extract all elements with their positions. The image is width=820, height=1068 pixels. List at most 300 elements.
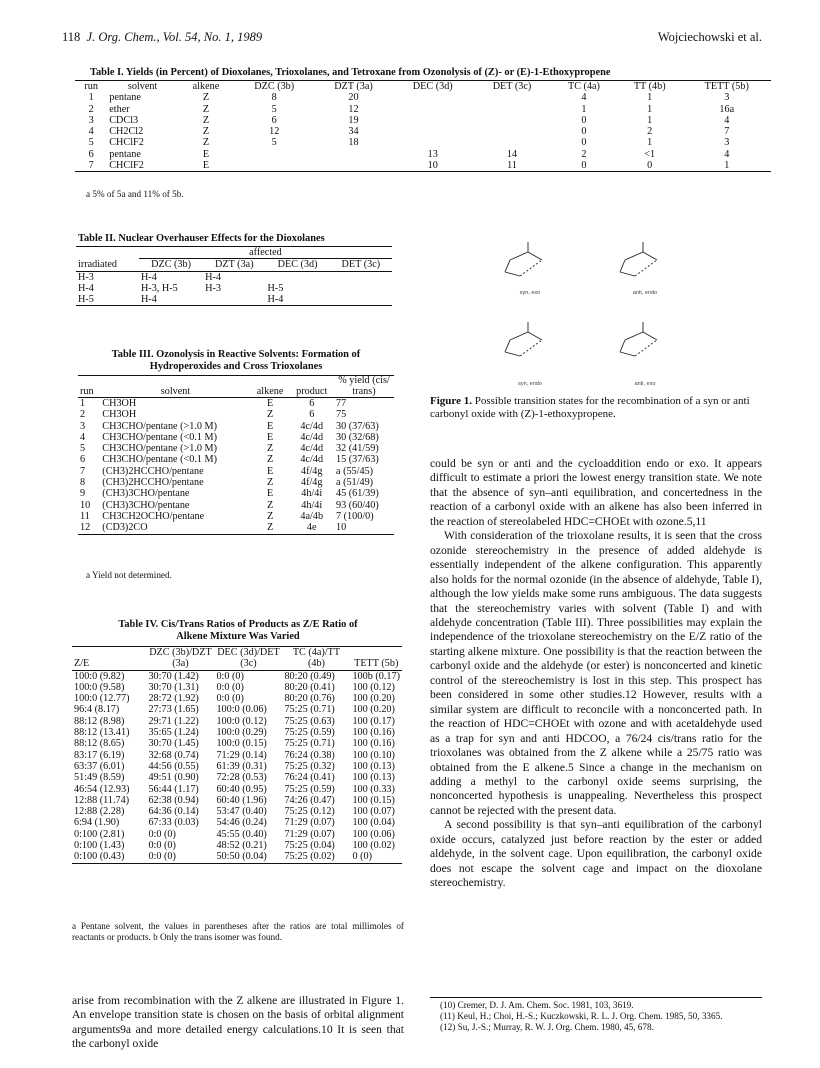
table1-header-row: [75, 81, 771, 93]
table3-cell: 4c/4d: [300, 443, 324, 455]
table3-cell: E: [266, 488, 274, 500]
table3-cell: Z: [266, 477, 274, 489]
table3-cell: 32 (41/59): [336, 443, 379, 455]
table1-col-6: DET (3c): [492, 81, 532, 92]
table1-cell: 11: [507, 160, 517, 172]
table3-cell: E: [266, 465, 274, 477]
table4-cell: 54:46 (0.24): [216, 817, 267, 829]
table3-cell: 2: [80, 409, 86, 421]
table2-col-3: DEC (3d): [277, 259, 318, 271]
table2-col-0: irradiated: [78, 258, 118, 270]
table3-row: [78, 511, 394, 522]
table3-row: [78, 477, 394, 488]
table1-cell: [234, 149, 314, 160]
table3-cell: CH3CHO/pentane (<0.1 M): [102, 454, 217, 466]
table4-cell: 71:29 (0.07): [284, 828, 335, 840]
table1-cell: 7: [88, 160, 94, 172]
table4-cell: 0 (0): [352, 851, 372, 863]
table1-cell: 4: [724, 114, 730, 126]
table1-row: [75, 137, 771, 148]
table2-header-row: [76, 259, 392, 271]
table4-cell: 100:0 (12.77): [74, 693, 130, 705]
table1-cell: 6: [88, 148, 94, 160]
table3-row: [78, 522, 394, 534]
table4-cell: 44:56 (0.55): [148, 760, 199, 772]
table4-cell: 67:33 (0.03): [148, 817, 199, 829]
table4-cell: 51:49 (8.59): [74, 772, 125, 784]
table2: [76, 246, 392, 306]
table3-cell: 6: [309, 398, 315, 409]
table3-cell: 12: [80, 522, 91, 534]
table4-cell: 100 (0.13): [352, 760, 395, 772]
table4-cell: 100 (0.16): [352, 738, 395, 750]
table3-caption: [76, 349, 396, 373]
table1-cell: 2: [647, 126, 653, 138]
table4-cell: 56:44 (1.17): [148, 783, 199, 795]
table3-cell: 4c/4d: [300, 431, 324, 443]
table4-cell: 27:73 (1.65): [148, 704, 199, 716]
page-header-left: [62, 30, 262, 45]
table1-cell: E: [202, 148, 210, 160]
table4-cell: 100 (0.33): [352, 783, 395, 795]
table4-cell: 62:38 (0.94): [148, 794, 199, 806]
table1-cell: CHClF2: [109, 160, 144, 172]
table2-row: [76, 271, 392, 283]
table1-cell: 1: [647, 103, 653, 115]
table4-cell: 100 (0.17): [352, 715, 395, 727]
table1-cell: 7: [724, 126, 730, 138]
table4-cell: 64:36 (0.14): [148, 806, 199, 818]
table4-cell: 12:88 (2.28): [74, 806, 125, 818]
table3-row: [78, 488, 394, 499]
table4-cell: 75:25 (0.02): [284, 851, 335, 863]
table3-row: [78, 466, 394, 477]
table1-cell: 34: [348, 126, 359, 138]
table2-cell: H-4: [140, 271, 157, 283]
table1-row: [75, 115, 771, 126]
table3-cell: 4e: [306, 522, 317, 534]
table2-col-2: DZT (3a): [215, 259, 254, 271]
table4-cell: 88:12 (8.65): [74, 738, 125, 750]
table4-row: [72, 840, 402, 851]
table3-cell: 15 (37/63): [336, 454, 379, 466]
right-column-text: [430, 457, 762, 891]
table4-cell: 60:40 (1.96): [216, 794, 267, 806]
author-line: Wojciechowski et al.: [657, 30, 762, 44]
table3-cell: 8: [80, 477, 86, 489]
table4-cell: 0:0 (0): [216, 681, 244, 693]
table4-cell: 100 (0.04): [352, 817, 395, 829]
table4-cell: 75:25 (0.71): [284, 704, 335, 716]
table3-row: [78, 500, 394, 511]
table2-col-1: DZC (3b): [151, 259, 192, 271]
table4-row: [72, 727, 402, 738]
figure1-structures: [480, 230, 730, 390]
table3-cell: 1: [80, 398, 86, 409]
table3-cell: (CH3)2HCCHO/pentane: [102, 477, 204, 489]
table4-cell: 100 (0.15): [352, 794, 395, 806]
table1-col-1: solvent: [127, 81, 158, 92]
table4-cell: 100:0 (0.15): [216, 738, 267, 750]
table4-cell: 0:0 (0): [216, 693, 244, 705]
table3-cell: Z: [266, 510, 274, 522]
table3-row: [78, 421, 394, 432]
table1-cell: <1: [644, 148, 656, 160]
table4-cell: 100 (0.20): [352, 693, 395, 705]
table2-cell: H-4: [267, 294, 284, 306]
table1-body: [75, 92, 771, 172]
table3-cell: (CH3)3CHO/pentane: [102, 488, 190, 500]
table4-cell: 75:25 (0.71): [284, 738, 335, 750]
table3-cell: 4a/4b: [300, 510, 324, 522]
table1-cell: CHClF2: [109, 137, 144, 149]
table4-row: [72, 693, 402, 704]
table1-col-0: run: [84, 81, 98, 92]
table3-cell: (CH3)2HCCHO/pentane: [102, 465, 204, 477]
table3-col-yield: % yield (cis/ trans): [338, 375, 390, 397]
table3-cell: Z: [266, 454, 274, 466]
table1-row: [75, 104, 771, 115]
table3-cell: 75: [336, 409, 347, 421]
table3-body: [78, 398, 394, 535]
table2-col-4: DET (3c): [341, 259, 381, 271]
table4-row: [72, 761, 402, 772]
table3-cell: Z: [266, 522, 274, 534]
table1-cell: 1: [647, 114, 653, 126]
table4-cell: 0:0 (0): [148, 851, 176, 863]
table4-cell: 0:100 (2.81): [74, 828, 125, 840]
table4-col-dzc-dzt: DZC (3b)/DZT (3a): [149, 647, 212, 670]
table1-col-4: DZT (3a): [334, 81, 373, 92]
table1-cell: [393, 115, 473, 126]
table4-cell: 100:0 (0.06): [216, 704, 267, 716]
table1-cell: [314, 160, 392, 172]
table4-row: [72, 772, 402, 783]
table3-cell: (CH3)3CHO/pentane: [102, 499, 190, 511]
table1-cell: 1: [88, 92, 94, 104]
table2-cell: H-5: [267, 282, 284, 294]
journal-citation: J. Org. Chem., Vol. 54, No. 1, 1989: [86, 30, 263, 44]
references-rule: [430, 997, 762, 998]
table4-cell: 0:0 (0): [148, 828, 176, 840]
table3-cell: 7: [80, 465, 86, 477]
figure1-caption-text: Possible transition states for the recombination of a syn or anti carbonyl oxide with (Z)-1-ethoxypropene.: [430, 395, 750, 420]
table3-cell: 93 (60/40): [336, 499, 379, 511]
table1-cell: [314, 149, 392, 160]
table1-col-5: DEC (3d): [412, 81, 453, 92]
table1-cell: 16a: [719, 103, 735, 115]
table4-row: [72, 704, 402, 715]
table1-row: [75, 92, 771, 103]
table1-cell: 19: [348, 114, 359, 126]
table2-cell: [330, 271, 392, 283]
table4-col-tc-tt: TC (4a)/TT (4b): [292, 647, 341, 670]
table4-cell: 0:0 (0): [148, 840, 176, 852]
table4-cell: 100 (0.10): [352, 749, 395, 761]
table4-cell: 30:70 (1.45): [148, 738, 199, 750]
table4-cell: 0:100 (1.43): [74, 840, 125, 852]
table1-cell: 0: [581, 137, 587, 149]
table2-cell: [265, 271, 329, 283]
table1-cell: 10: [427, 160, 438, 172]
table3-cell: Z: [266, 499, 274, 511]
table2-cell: H-3: [205, 282, 222, 294]
table3-cell: 11: [80, 510, 90, 522]
table4-cell: 100 (0.07): [352, 806, 395, 818]
table2-cell: [330, 283, 392, 294]
figure1-label-2: anti, endo: [632, 290, 658, 296]
table4-cell: 71:29 (0.07): [284, 817, 335, 829]
table1-cell: 14: [506, 148, 518, 160]
table4: [72, 646, 402, 864]
table3-cell: CH3OH: [102, 398, 137, 409]
left-column-text: arise from recombination with the Z alkene are illustrated in Figure 1. An envelope transition state is chosen on the basis of orbital alignment arguments9a and more detailed energy calculations.10 It is seen that the carbonyl oxide: [72, 994, 404, 1051]
table4-cell: 75:25 (0.59): [284, 727, 335, 739]
table4-cell: 72:28 (0.53): [216, 772, 267, 784]
table2-row: [76, 283, 392, 294]
table3-row: [78, 454, 394, 465]
table3-header-row: [78, 376, 394, 398]
table2-cell: H-4: [140, 294, 157, 306]
table4-cell: 88:12 (13.41): [74, 727, 130, 739]
table3-cell: CH3CHO/pentane (>1.0 M): [102, 443, 217, 455]
table4-cell: 100:0 (9.58): [74, 681, 125, 693]
table4-cell: 75:25 (0.12): [284, 806, 335, 818]
table3-cell: 9: [80, 488, 86, 500]
table2-cell: [330, 294, 392, 306]
table3-cell: CH3CH2OCHO/pentane: [102, 510, 205, 522]
table2-body: [76, 271, 392, 306]
figure1-label-1: syn, exo: [519, 290, 541, 296]
table1-cell: 2: [581, 148, 587, 160]
table3-cell: 30 (32/68): [336, 431, 379, 443]
table1-row: [75, 126, 771, 137]
right-paragraph-3: A second possibility is that syn–anti equilibration of the carbonyl oxide occurs, catalyzed just before reaction by the ester or added aldehyde, in the solvent cage. Upon equilibration, the carbonyl oxide does not escape the solvent cage and impact on the dioxolane stereochemistry.: [430, 818, 762, 890]
table1-cell: 5: [271, 103, 277, 115]
table3-row: [78, 443, 394, 454]
table4-cell: 74:26 (0.47): [284, 794, 335, 806]
table3-cell: 4: [80, 431, 86, 443]
table2-cell: [203, 294, 265, 306]
table1-cell: 18: [348, 137, 359, 149]
table4-cell: 100 (0.12): [352, 681, 395, 693]
table4-caption-line2: Alkene Mixture Was Varied: [176, 631, 300, 642]
table1-cell: Z: [202, 137, 210, 149]
table4-body: [72, 670, 402, 863]
table3-col-run: run: [80, 385, 94, 397]
table1-caption: Table I. Yields (in Percent) of Dioxolanes, Trioxolanes, and Tetroxane from Ozonolysis of (Z)- or (E)-1-Ethoxypropene: [90, 67, 611, 78]
table1-footnote: a 5% of 5a and 11% of 5b.: [86, 189, 184, 199]
table1-cell: 8: [271, 92, 277, 104]
table4-cell: 63:37 (6.01): [74, 760, 125, 772]
table3: [78, 375, 394, 535]
right-paragraph-2: With consideration of the trioxolane results, it is seen that the cross ozonide stereochemistry in the presence of added aldehyde is essentially independent of the alkene configuration. This apparently also holds for the normal ozonide (in the absence of aldehyde, Table I), although the low yields make some runs ambiguous. The data suggests that the stereochemistry varies with solvent (Table I) and with aldehyde concentration (Table III). Three possibilities may explain the independence of the trioxolane stereochemistry on the E/Z ratio of the starting alkene mixture. One possibility is that the reaction between the carbonyl oxide and the aldehyde (or ester) is nonconcerted and kinetic control of the stereochemistry is lost in this step. This prospect has been considered in some other studies.12 However, results with a similar system are difficult to reconcile with a nonconcerted path. In the reaction of HDC=CHOEt with ozone and with acetaldehyde used as a trap for syn and anti HDCOO, a 76/24 cis/trans ratio for the trioxolanes was obtained from the Z alkene while a 25/75 ratio was obtained from the E alkene.5 Since a change in the mechanism on adding a methyl to the carbonyl oxide seems surprising, the nonconcerted hypothesis is unappealing. Nevertheless this prospect cannot be rejected with the present data.: [430, 529, 762, 817]
table3-cell: 30 (37/63): [336, 420, 379, 432]
table1-cell: 0: [647, 160, 653, 172]
table3-cell: 4f/4g: [300, 477, 323, 489]
table3-cell: 5: [80, 443, 86, 455]
table3-col-product: product: [296, 385, 328, 397]
table1-cell: [393, 126, 473, 137]
table1-cell: 3: [88, 114, 94, 126]
table4-row: [72, 716, 402, 727]
table1-cell: Z: [202, 103, 210, 115]
table4-cell: 29:71 (1.22): [148, 715, 199, 727]
ts-syn-exo: [505, 242, 542, 276]
table3-cell: a (51/49): [336, 477, 374, 489]
table4-cell: 100b (0.17): [352, 670, 400, 682]
table4-cell: 0:100 (0.43): [74, 851, 125, 863]
table3-cell: 6: [309, 409, 315, 421]
table1-col-7: TC (4a): [567, 81, 600, 92]
table1-cell: 1: [581, 103, 587, 115]
table4-caption-line1: Table IV. Cis/Trans Ratios of Products as Z/E Ratio of: [118, 619, 358, 630]
right-paragraph-1: could be syn or anti and the cycloaddition endo or exo. It appears difficult to estimate a priori the lowest energy transition state. We note that the absence of syn–anti equilibration, and concertedness in the reaction of a carbonyl oxide with an alkene has also been inferred in the reaction of stereolabeled HDC=CHOEt with ozone.5,11: [430, 457, 762, 528]
table3-cell: Z: [266, 409, 274, 421]
table3-col-solvent: solvent: [160, 385, 191, 397]
table4-cell: 80:20 (0.49): [284, 670, 335, 682]
table1-cell: pentane: [109, 92, 141, 104]
table1-cell: 12: [348, 103, 359, 115]
table1-cell: Z: [202, 114, 210, 126]
table4-cell: 83:17 (6.19): [74, 749, 125, 761]
table4-cell: 53:47 (0.40): [216, 806, 267, 818]
table4-cell: 88:12 (8.98): [74, 715, 125, 727]
table1-cell: 6: [271, 114, 277, 126]
table3-cell: a (55/45): [336, 465, 374, 477]
table1-cell: [473, 137, 551, 148]
table4-row: [72, 784, 402, 795]
table4-cell: 80:20 (0.41): [284, 681, 335, 693]
table3-cell: 4f/4g: [300, 465, 323, 477]
table2-caption: Table II. Nuclear Overhauser Effects for the Dioxolanes: [78, 233, 325, 244]
table2-group-header: affected: [139, 247, 392, 259]
table1-cell: E: [202, 160, 210, 172]
table4-row: [72, 750, 402, 761]
table4-row: [72, 817, 402, 828]
table4-cell: 75:25 (0.63): [284, 715, 335, 727]
table3-cell: 3: [80, 420, 86, 432]
table1-cell: [234, 160, 314, 172]
table3-cell: E: [266, 420, 274, 432]
table4-cell: 12:88 (11.74): [74, 794, 130, 806]
figure1-label-3: syn, endo: [518, 381, 542, 387]
table2-cell: H-3, H-5: [140, 282, 178, 294]
reference-11: (11) Keul, H.; Choi, H.-S.; Kuczkowski, R. L. J. Org. Chem. 1985, 50, 3365.: [440, 1011, 723, 1021]
ts-syn-endo: [505, 322, 542, 356]
table4-row: [72, 851, 402, 863]
table1-col-9: TETT (5b): [704, 81, 749, 92]
table1-cell: 5: [271, 137, 277, 149]
table1-cell: 3: [724, 92, 730, 104]
table1-cell: CDCl3: [109, 114, 139, 126]
table1-cell: 4: [88, 126, 94, 138]
table1-row: [75, 149, 771, 160]
table2-cell: H-3: [78, 271, 94, 283]
table4-caption: [70, 619, 406, 643]
table3-cell: CH3CHO/pentane (<0.1 M): [102, 431, 217, 443]
table4-cell: 76:24 (0.38): [284, 749, 335, 761]
table1-cell: 3: [724, 137, 730, 149]
table1-cell: 4: [724, 148, 730, 160]
table1-cell: [393, 137, 473, 148]
table3-cell: 4h/4i: [301, 499, 323, 511]
table1-cell: ether: [109, 103, 130, 115]
table4-cell: 100 (0.02): [352, 840, 395, 852]
table3-cell: 4h/4i: [301, 488, 323, 500]
table4-cell: 28:72 (1.92): [148, 693, 199, 705]
table3-cell: 4c/4d: [300, 454, 324, 466]
table1-cell: 1: [647, 92, 653, 104]
table3-cell: (CD3)2CO: [102, 522, 148, 534]
table4-cell: 80:20 (0.76): [284, 693, 335, 705]
table1-cell: [473, 92, 551, 103]
table4-cell: 32:68 (0.74): [148, 749, 199, 761]
table4-col-tett: TETT (5b): [354, 658, 399, 670]
table1-cell: 1: [724, 160, 730, 172]
table3-footnote: a Yield not determined.: [86, 570, 172, 580]
table1-cell: [473, 115, 551, 126]
table1: [75, 80, 771, 172]
table4-cell: 100 (0.20): [352, 704, 395, 716]
table2-cell: H-4: [205, 271, 222, 283]
table4-row: [72, 670, 402, 682]
table4-cell: 46:54 (12.93): [74, 783, 130, 795]
table4-cell: 76:24 (0.41): [284, 772, 335, 784]
figure1-caption-label: Figure 1.: [430, 395, 472, 407]
table4-cell: 100 (0.06): [352, 828, 395, 840]
table2-cell: H-4: [78, 282, 94, 294]
table1-cell: CH2Cl2: [109, 126, 144, 138]
table1-cell: 12: [269, 126, 280, 138]
table3-cell: Z: [266, 443, 274, 455]
table4-cell: 48:52 (0.21): [216, 840, 267, 852]
table4-cell: 30:70 (1.42): [148, 670, 199, 682]
table1-cell: [393, 92, 473, 103]
table4-cell: 0:0 (0): [216, 670, 244, 682]
table1-cell: 20: [348, 92, 359, 104]
reference-12: (12) Su, J.-S.; Murray, R. W. J. Org. Chem. 1980, 45, 678.: [440, 1022, 654, 1032]
table1-cell: 2: [88, 103, 94, 115]
references: [440, 1000, 762, 1033]
table3-cell: 7 (100/0): [336, 510, 374, 522]
reference-10: (10) Cremer, D. J. Am. Chem. Soc. 1981, 103, 3619.: [440, 1000, 634, 1010]
table1-col-3: DZC (3b): [254, 81, 295, 92]
table1-cell: 4: [581, 92, 587, 104]
figure1-label-4: anti, exo: [634, 381, 656, 387]
table4-cell: 75:25 (0.32): [284, 760, 335, 772]
table3-cell: E: [266, 431, 274, 443]
table1-col-8: TT (4b): [633, 81, 666, 92]
table3-cell: 10: [80, 499, 91, 511]
table1-cell: Z: [202, 126, 210, 138]
table3-caption-line1: Table III. Ozonolysis in Reactive Solvents: Formation of: [111, 349, 361, 360]
table2-cell: H-5: [78, 294, 94, 306]
table4-row: [72, 738, 402, 749]
table1-cell: [473, 126, 551, 137]
table2-row: [76, 294, 392, 306]
table4-cell: 45:55 (0.40): [216, 828, 267, 840]
table4-header-row: [72, 647, 402, 671]
table4-cell: 60:40 (0.95): [216, 783, 267, 795]
table1-cell: 1: [647, 137, 653, 149]
table1-cell: Z: [202, 92, 210, 104]
table4-row: [72, 682, 402, 693]
table4-cell: 100:0 (0.29): [216, 727, 267, 739]
table3-row: [78, 409, 394, 420]
table3-caption-line2: Hydroperoxides and Cross Trioxolanes: [149, 361, 323, 372]
ts-anti-endo: [620, 242, 657, 276]
